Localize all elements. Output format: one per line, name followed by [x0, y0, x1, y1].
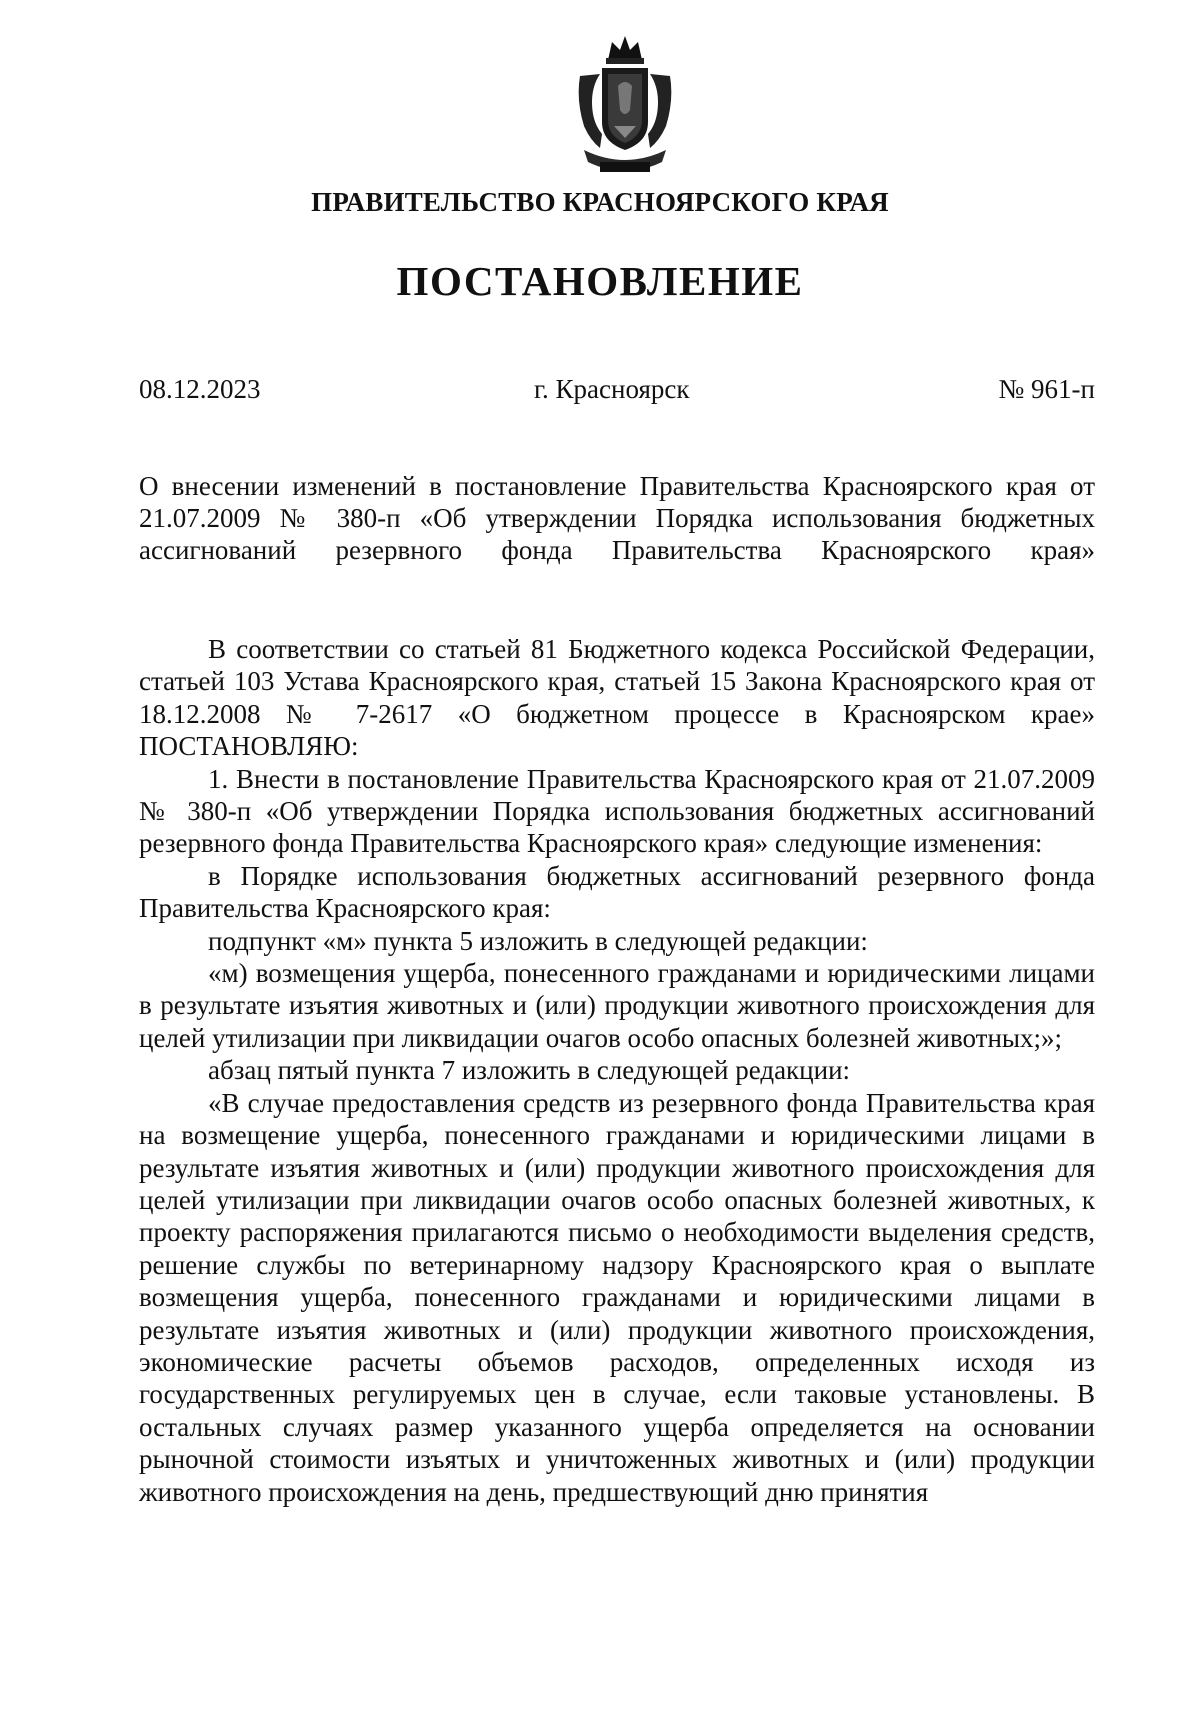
- document-city: г. Красноярск: [534, 374, 690, 404]
- document-body: [139, 633, 1095, 1508]
- body-paragraph: 1. Внести в постановление Правительства Красноярского края от 21.07.2009 № 380-п «Об утверждении Порядка использования бюджетных ассигнований резервного фонда Правительства Красноярского края» следующие изменения:: [139, 763, 1095, 859]
- document-number: № 961-п: [998, 374, 1095, 404]
- body-paragraph: абзац пятый пункта 7 изложить в следующей редакции:: [208, 1055, 851, 1086]
- body-paragraph: «В случае предоставления средств из резервного фонда Правительства края на возмещение ущерба, понесенного гражданами и юридическими лицами в результате изъятия животных и (или) продукции животного происхождения для целей утилизации при ликвидации очагов особо опасных болезней животных, к проекту распоряжения прилагаются письмо о необходимости выделения средств, решение службы по ветеринарному надзору Красноярского края о выплате возмещения ущерба, понесенного гражданами и юридическими лицами в результате изъятия животных и (или) продукции животного происхождения, экономические расчеты объемов расходов, определенных исходя из государственных регулируемых цен в случае, если таковые установлены. В остальных случаях размер указанного ущерба определяется на основании рыночной стоимости изъятых и уничтоженных животных и (или) продукции животного происхождения на день, предшествующий дню принятия: [139, 1087, 1095, 1507]
- document-meta-row: [139, 374, 1095, 405]
- body-paragraph: подпункт «м» пункта 5 изложить в следующей редакции:: [208, 925, 868, 956]
- coat-of-arms-emblem-icon: [570, 30, 680, 180]
- government-title: ПРАВИТЕЛЬСТВО КРАСНОЯРСКОГО КРАЯ: [311, 187, 889, 217]
- body-paragraph: в Порядке использования бюджетных ассигнований резервного фонда Правительства Красноярского края:: [139, 860, 1095, 924]
- document-date: 08.12.2023: [139, 374, 261, 404]
- body-paragraph: «м) возмещения ущерба, понесенного гражданами и юридическими лицами в результате изъятия животных и (или) продукции животного происхождения для целей утилизации при ликвидации очагов особо опасных болезней животных;»;: [139, 958, 1095, 1053]
- document-type-heading: ПОСТАНОВЛЕНИЕ: [396, 258, 804, 304]
- body-paragraph: В соответствии со статьей 81 Бюджетного кодекса Российской Федерации, статьей 103 Устава Красноярского края, статьей 15 Закона Красноярского края от 18.12.2008 № 7-2617 «О бюджетном процессе в Красноярском крае» ПОСТАНОВЛЯЮ:: [139, 634, 1095, 762]
- document-subject: О внесении изменений в постановление Правительства Красноярского края от 21.07.2009 № 380-п «Об утверждении Порядка использования бюджетных ассигнований резервного фонда Правительства Красноярского края»: [139, 471, 1095, 565]
